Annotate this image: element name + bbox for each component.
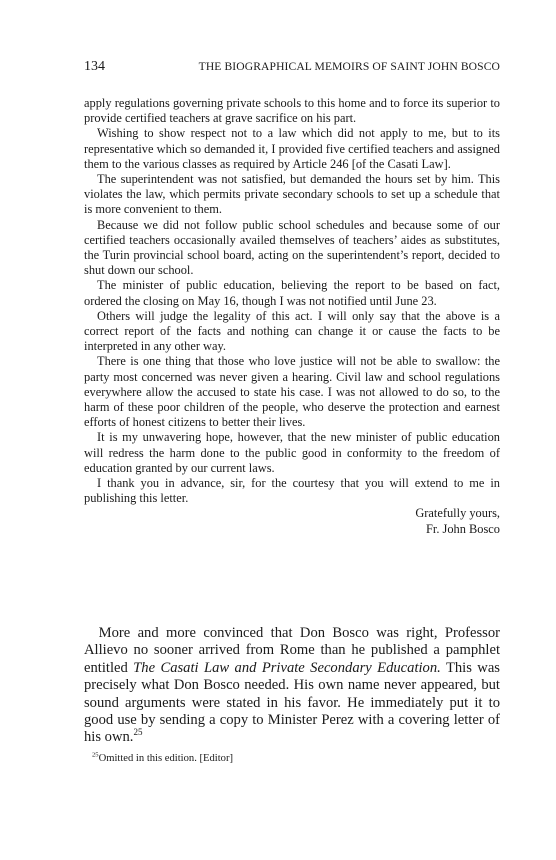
letter-paragraph: Others will judge the legality of this act. I will only say that the above is a correct report of the facts and nothing can change it or cause the facts to be interpreted in any other way. bbox=[84, 308, 500, 354]
pamphlet-title: The Casati Law and Private Secondary Education. bbox=[133, 659, 441, 676]
footnote-reference: 25 bbox=[133, 727, 143, 738]
letter-closing bbox=[84, 506, 500, 536]
footnote bbox=[92, 752, 500, 766]
letter-paragraph: apply regulations governing private schools to this home and to force its superior to provide certified teachers at grave sacrifice on his part. bbox=[84, 96, 500, 126]
letter-paragraph: Wishing to show respect not to a law which did not apply to me, but to its representative which so demanded it, I provided five certified teachers and assigned them to the various classes as required by Article 246 [of the Casati Law]. bbox=[84, 126, 500, 171]
footnote-number: 25 bbox=[92, 751, 99, 759]
footnote-text: Omitted in this edition. [Editor] bbox=[98, 753, 234, 764]
closing-salutation: Gratefully yours, bbox=[415, 506, 500, 521]
narrative-text-end: This was precisely what Don Bosco needed. His own name never appeared, but sound arguments were stated in his favor. He immediately put it to good use by sending a copy to Minister Perez with a covering letter of his own. bbox=[84, 659, 500, 746]
narrative-text-start: More and more convinced that Don Bosco was right, Professor Allievo no sooner arrived from Rome than he published a pamphlet entitled bbox=[84, 625, 500, 676]
letter-text bbox=[84, 96, 500, 537]
letter-paragraph: I thank you in advance, sir, for the courtesy that you will extend to me in publishing this letter. bbox=[84, 476, 500, 506]
letter-paragraph: The minister of public education, believing the report to be based on fact, ordered the closing on May 16, though I was not notified until June 23. bbox=[84, 278, 500, 308]
letter-paragraph: Because we did not follow public school schedules and because some of our certified teachers occasionally availed themselves of teachers’ aides as substitutes, the Turin provincial school board, acting on the superintendent’s report, decided to shut down our school. bbox=[84, 217, 500, 278]
letter-paragraph: The superintendent was not satisfied, but demanded the hours set by him. This violates the law, which permits private secondary schools to set up a schedule that is more convenient to them. bbox=[84, 172, 500, 217]
letter-paragraph: It is my unwavering hope, however, that the new minister of public education will redress the harm done to the public good in conformity to the freedom of education granted by our current laws. bbox=[84, 430, 500, 475]
narrative-paragraph bbox=[84, 625, 500, 747]
signature: Fr. John Bosco bbox=[425, 521, 500, 536]
page-header bbox=[84, 58, 500, 76]
running-head: THE BIOGRAPHICAL MEMOIRS OF SAINT JOHN BOSCO bbox=[198, 60, 500, 73]
page-number: 134 bbox=[84, 59, 105, 74]
letter-paragraph: There is one thing that those who love justice will not be able to swallow: the party most concerned was never given a hearing. Civil law and school regulations everywhere allow the accused to state his case. I was not allowed to do so, to the harm of these poor children of the people, who deserve the protection and earnest efforts of honest citizens to better their lives. bbox=[84, 354, 500, 430]
